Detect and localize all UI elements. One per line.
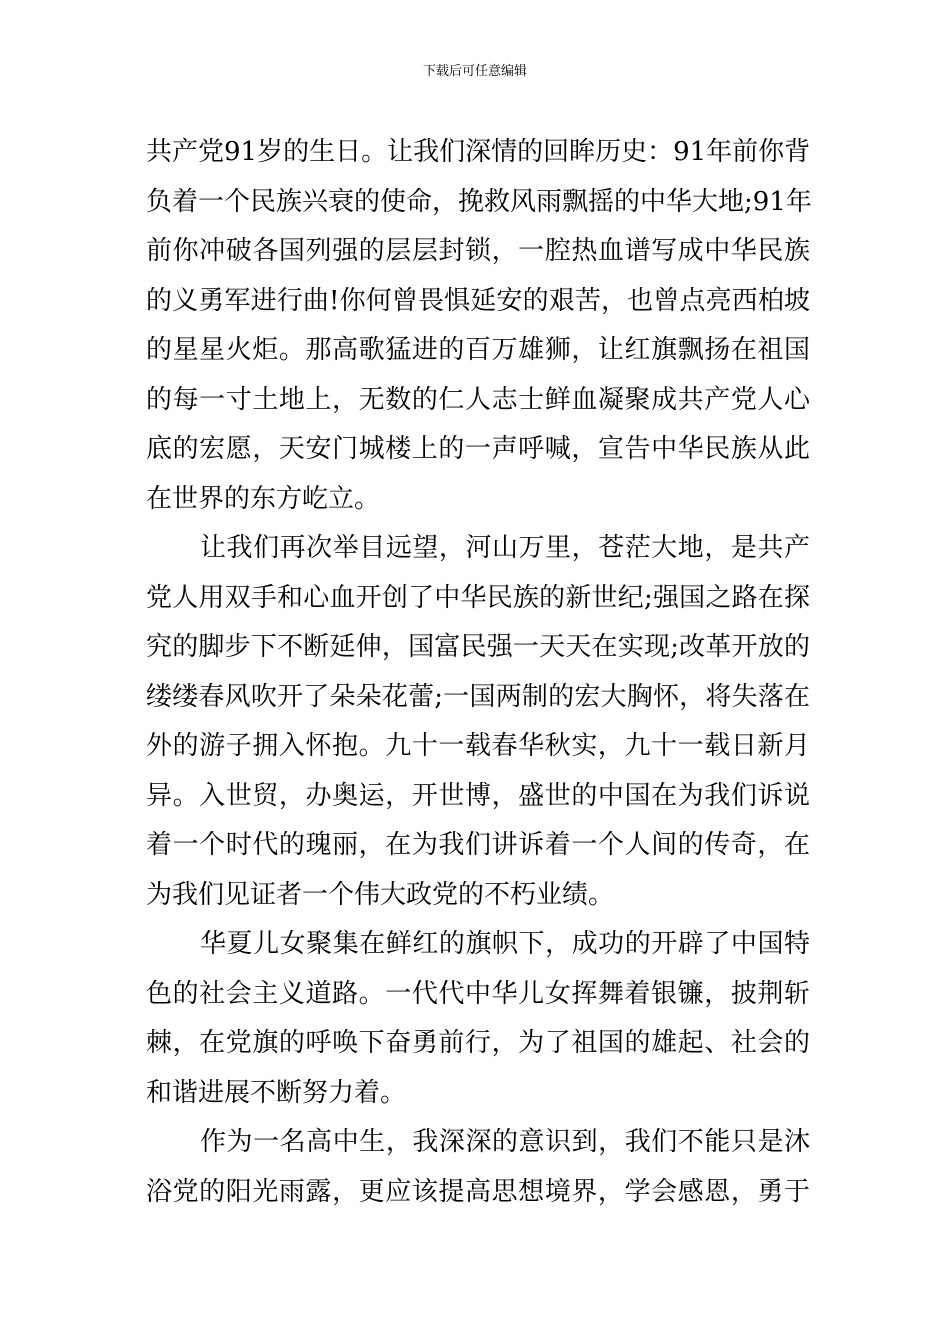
text-line: 浴党的阳光雨露，更应该提高思想境界，学会感恩，勇于 bbox=[146, 1176, 810, 1207]
text-line: 党人用双手和心血开创了中华民族的新世纪;强国之路在探 bbox=[146, 582, 810, 613]
text-line: 让我们再次举目远望，河山万里，苍茫大地，是共产 bbox=[200, 533, 810, 563]
paragraph bbox=[146, 524, 810, 920]
document-body bbox=[146, 128, 810, 1217]
text-line: 的义勇军进行曲!你何曾畏惧延安的艰苦，也曾点亮西柏坡 bbox=[146, 285, 810, 316]
text-line: 外的游子拥入怀抱。九十一载春华秋实，九十一载日新月 bbox=[146, 731, 810, 761]
paragraph bbox=[146, 128, 810, 524]
page-header: 下载后可任意编辑 bbox=[422, 64, 527, 79]
text-line: 前你冲破各国列强的层层封锁，一腔热血谱写成中华民族 bbox=[146, 236, 810, 266]
text-line: 色的社会主义道路。一代代中华儿女挥舞着银镰，披荆斩 bbox=[146, 978, 810, 1009]
text-line: 作为一名高中生，我深深的意识到，我们不能只是沐 bbox=[200, 1127, 810, 1157]
text-line: 缕缕春风吹开了朵朵花蕾;一国两制的宏大胸怀，将失落在 bbox=[146, 681, 810, 712]
text-line: 异。入世贸，办奥运，开世博，盛世的中国在为我们诉说 bbox=[146, 780, 810, 811]
text-line: 究的脚步下不断延伸，国富民强一天天在实现;改革开放的 bbox=[146, 632, 810, 662]
paragraph bbox=[146, 920, 810, 1118]
text-line: 负着一个民族兴衰的使命，挽救风雨飘摇的中华大地;91年 bbox=[146, 186, 812, 217]
paragraph bbox=[146, 1118, 810, 1217]
text-line: 的星星火炬。那高歌猛进的百万雄狮，让红旗飘扬在祖国 bbox=[146, 335, 810, 365]
text-line: 的每一寸土地上，无数的仁人志士鲜血凝聚成共产党人心 bbox=[146, 384, 810, 415]
text-line: 共产党91岁的生日。让我们深情的回眸历史：91年前你背 bbox=[146, 137, 811, 167]
text-line: 棘，在党旗的呼唤下奋勇前行，为了祖国的雄起、社会的 bbox=[146, 1028, 810, 1058]
text-line: 华夏儿女聚集在鲜红的旗帜下，成功的开辟了中国特 bbox=[200, 929, 810, 959]
text-line: 着一个时代的瑰丽，在为我们讲诉着一个人间的传奇，在 bbox=[146, 830, 810, 860]
text-line: 和谐进展不断努力着。 bbox=[146, 1077, 407, 1108]
text-line: 底的宏愿，天安门城楼上的一声呼喊，宣告中华民族从此 bbox=[146, 434, 810, 464]
text-line: 在世界的东方屹立。 bbox=[146, 483, 381, 514]
text-line: 为我们见证者一个伟大政党的不朽业绩。 bbox=[146, 879, 615, 910]
